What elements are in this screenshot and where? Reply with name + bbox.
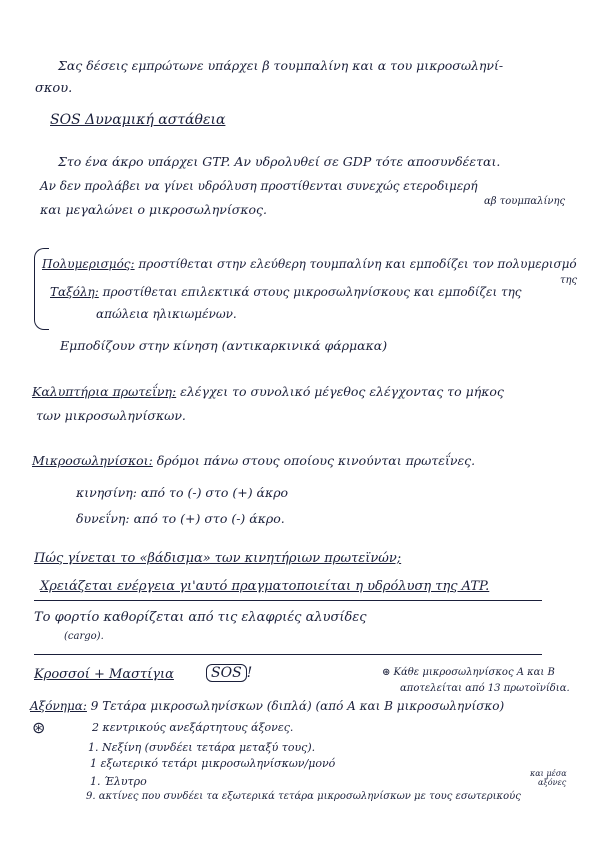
polymerization-note: της (560, 275, 578, 286)
question-line-3: Το φορτίο καθορίζεται από τις ελαφριές αλυσίδες (34, 610, 367, 625)
motors-text: δρόμοι πάνω στους οποίους κινούνται πρωτεΐνες. (156, 453, 476, 468)
paragraph-line-2: Αν δεν προλάβει να γίνει υδρόλυση προστίθενται συνεχώς ετεροδιμερή (40, 179, 478, 193)
dynein-line: δυνεΐνη: από το (+) στο (-) άκρο. (76, 511, 285, 526)
axoneme-label: Αξόνημα: (30, 699, 87, 713)
axoneme-item-3: 1 εξωτερικό τετάρι μικροσωληνίσκων/μονό (90, 757, 336, 770)
taxol-block (50, 286, 522, 298)
cilia-heading: Κροσσοί + Μαστίγια (34, 667, 174, 682)
side-note-1: ⊛ Κάθε μικροσωληνίσκος A και B (382, 667, 555, 678)
taxol-text: προστίθεται επιλεκτικά στους μικροσωληνίσκους και εμποδίζει της (102, 285, 522, 299)
text-line-1: Σας δέσεις εμπρώτωνε υπάρχει β τουμπαλίνη και α του μικροσωληνί- (58, 58, 504, 73)
sos2-block (206, 666, 252, 680)
corner-note-2: αξόνες (538, 778, 567, 787)
hindrance-line: Εμποδίζουν στην κίνηση (αντικαρκινικά φάρμακα) (60, 338, 388, 353)
axoneme-item-1: 2 κεντρικούς ανεξάρτητους άξονες. (92, 721, 294, 734)
taxol-label: Ταξόλη: (50, 285, 99, 299)
question-line-2: Χρειάζεται ενέργεια γι'αυτό πραγματοποιείται η υδρόλυση της ATP. (40, 579, 490, 594)
taxol-text-2: απώλεια ηλικιωμένων. (96, 307, 237, 321)
capping-text-2: των μικροσωληνίσκων. (36, 408, 186, 423)
paragraph-line-3: και μεγαλώνει ο μικροσωληνίσκος. (40, 202, 268, 217)
text-line-2: σκου. (35, 81, 73, 96)
sos-heading: SOS Δυναμική αστάθεια (50, 112, 226, 128)
capping-block (32, 386, 504, 399)
circled-marker-icon: ⊛ (32, 718, 46, 737)
divider-line-1 (34, 600, 542, 601)
polymerization-block (42, 258, 577, 270)
corner-note-1: και μέσα (530, 769, 567, 778)
question-line-3b: (cargo). (64, 631, 104, 642)
side-note-2: αποτελείται από 13 πρωτοϊνίδια. (400, 683, 570, 694)
paragraph-line-1: Στο ένα άκρο υπάρχει GTP. Αν υδρολυθεί σε GDP τότε αποσυνδέεται. (58, 154, 501, 169)
divider-line-2 (34, 654, 542, 655)
motors-label: Μικροσωληνίσκοι: (32, 453, 153, 468)
capping-label: Καλυπτήρια πρωτεΐνη: (32, 384, 177, 399)
axoneme-item-2: 1. Νεξίνη (συνδέει τετάρα μεταξύ τους). (88, 741, 316, 754)
kinesin-line: κινησίνη: από το (-) στο (+) άκρο (76, 485, 289, 500)
axoneme-block (30, 700, 504, 712)
polymerization-text: προστίθεται στην ελεύθερη τουμπαλίνη και εμποδίζει τον πολυμερισμό (138, 257, 577, 271)
sos2-label: SOS (206, 664, 247, 682)
axoneme-item-5: 9. ακτίνες που συνδέει τα εξωτερικά τετάρα μικροσωληνίσκων με τους εσωτερικούς (86, 791, 521, 802)
axoneme-item-4: 1. Έλυτρο (90, 775, 147, 788)
polymerization-label: Πολυμερισμός: (42, 257, 135, 271)
sos2-suffix: ! (246, 665, 253, 681)
paragraph-note: αβ τουμπαλίνης (484, 196, 566, 207)
capping-text: ελέγχει το συνολικό μέγεθος ελέγχοντας το μήκος (180, 384, 504, 399)
axoneme-text: 9 Τετάρα μικροσωληνίσκων (διπλά) (από A και B μικροσωληνίσκο) (90, 699, 505, 713)
motors-block (32, 455, 475, 468)
question-line-1: Πώς γίνεται το «βάδισμα» των κινητήριων πρωτεϊνών; (34, 551, 402, 566)
